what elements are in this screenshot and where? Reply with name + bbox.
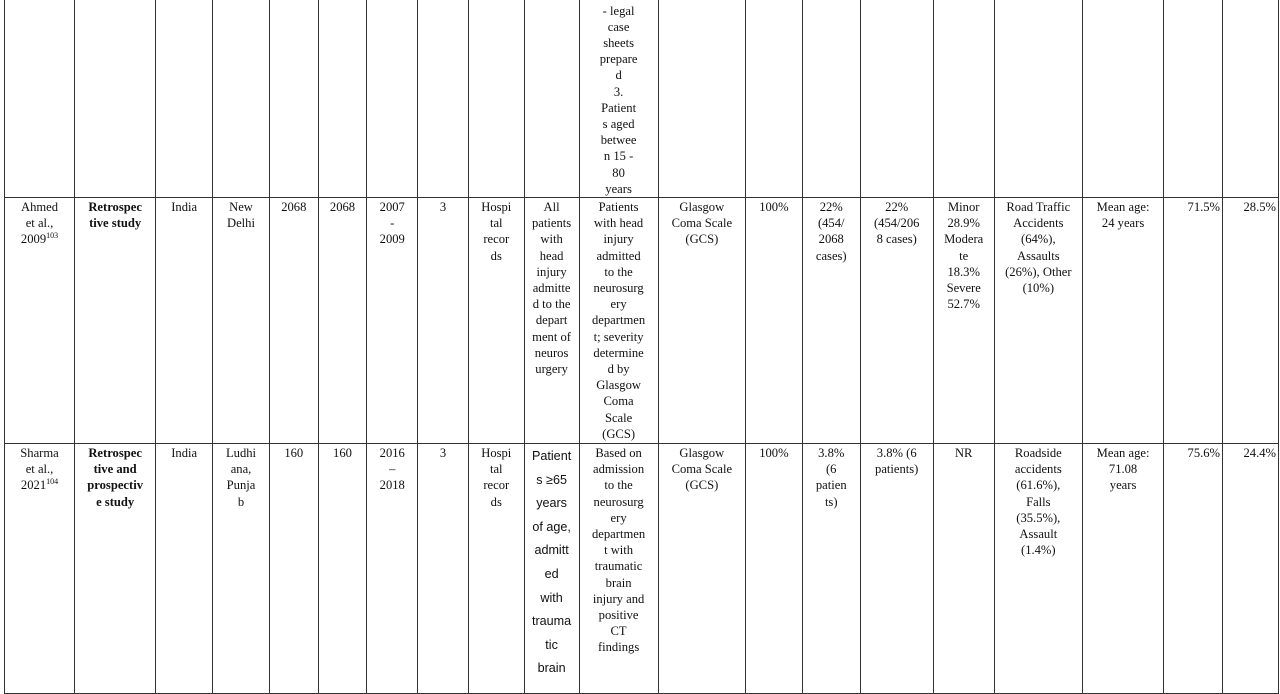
table-row-continued: [5, 0, 1279, 198]
table-row: [5, 444, 1279, 694]
score-text: 3: [439, 200, 447, 214]
country-text: India: [171, 446, 198, 461]
table-cell: [75, 0, 156, 198]
table-cell: [213, 0, 270, 198]
score-cell: [418, 444, 469, 694]
inclusion-cell: [524, 198, 579, 444]
prevalence-cell: [802, 198, 860, 444]
sample-text: 2068: [329, 200, 356, 214]
definition-text: Based on admission to the neurosurg ery departmen t with traumatic brain injury and positive CT findings: [592, 446, 646, 655]
inclusion-text: All patients with head injury admitte d to the depart ment of neuros urgery: [532, 200, 572, 377]
tool-text: Glasgow Coma Scale (GCS): [671, 200, 733, 247]
table-cell: [5, 0, 75, 198]
source-cell: [468, 444, 524, 694]
table-cell: [524, 0, 579, 198]
table-cell: [933, 0, 994, 198]
reference-number: 104: [46, 477, 59, 487]
table-cell: [994, 0, 1082, 198]
prevalence-text: 3.8% (6 patients): [875, 446, 919, 477]
cause-text: Roadside accidents (61.6%), Falls (35.5%), Assault (1.4%): [1014, 446, 1062, 558]
percent-cell: [745, 444, 802, 694]
cause-cell: [994, 198, 1082, 444]
design-text: Retrospec tive study: [88, 200, 142, 231]
male-text: 75.6%: [1187, 446, 1221, 461]
period-text: 2007 - 2009: [379, 200, 405, 247]
sample-text: 160: [333, 446, 352, 461]
country-cell: [156, 444, 213, 694]
design-cell: [75, 444, 156, 694]
severity-text: NR: [954, 446, 973, 461]
period-text: 2016 – 2018: [379, 446, 405, 493]
score-cell: [418, 198, 469, 444]
definition-text: Patients with head injury admitted to the neurosurg ery departmen t; severity determine d by Glasgow Coma Scale (GCS): [592, 200, 646, 441]
severity-cell: [933, 444, 994, 694]
prevalence-text: 3.8% (6 patien ts): [815, 446, 847, 509]
sample-cell: [269, 444, 318, 694]
inclusion-continued-text: - legal case sheets prepare d 3. Patient s aged betwee n 15 - 80 years: [599, 3, 638, 196]
percent-text: 100%: [759, 200, 789, 214]
city-cell: [213, 198, 270, 444]
tool-cell: [658, 444, 745, 694]
female-text: 28.5%: [1243, 200, 1276, 214]
city-text: New Delhi: [227, 200, 255, 231]
age-cell: [1082, 198, 1163, 444]
sample-cell: [269, 198, 318, 444]
definition-cell: [579, 198, 658, 444]
prevalence-text: 22% (454/206 8 cases): [873, 200, 920, 247]
prevalence-cell: [860, 444, 933, 694]
score-text: 3: [439, 446, 447, 461]
male-text: 71.5%: [1187, 200, 1221, 214]
design-cell: [75, 198, 156, 444]
table-cell: [468, 0, 524, 198]
city-text: Ludhi ana, Punja b: [225, 446, 257, 509]
table-cell: [1082, 0, 1163, 198]
inclusion-text: Patient s ≥65 years of age, admitt ed with trauma tic brain: [531, 449, 572, 676]
table-cell: [1164, 0, 1223, 198]
author-cell: [5, 444, 75, 694]
cause-cell: [994, 444, 1082, 694]
table-cell: [269, 0, 318, 198]
age-cell: [1082, 444, 1163, 694]
table-cell: [579, 0, 658, 198]
sample-cell: [318, 444, 367, 694]
tool-text: Glasgow Coma Scale (GCS): [671, 446, 733, 493]
age-text: Mean age: 71.08 years: [1096, 446, 1150, 493]
source-cell: [468, 198, 524, 444]
inclusion-cell: [524, 444, 579, 694]
table-cell: [156, 0, 213, 198]
source-text: Hospi tal recor ds: [481, 200, 512, 263]
male-cell: [1164, 198, 1223, 444]
table-cell: [418, 0, 469, 198]
severity-cell: [933, 198, 994, 444]
female-text: 24.4%: [1243, 446, 1276, 461]
author-text: Sharma et al., 2021: [20, 446, 59, 493]
percent-text: 100%: [759, 446, 789, 461]
tool-cell: [658, 198, 745, 444]
design-text: Retrospec tive and prospectiv e study: [87, 446, 143, 509]
table-cell: [367, 0, 418, 198]
country-text: India: [171, 200, 198, 214]
country-cell: [156, 198, 213, 444]
prevalence-text: 22% (454/ 2068 cases): [815, 200, 847, 263]
city-cell: [213, 444, 270, 694]
percent-cell: [745, 198, 802, 444]
table-cell: [802, 0, 860, 198]
study-table: [4, 0, 1279, 694]
sample-text: 2068: [281, 200, 307, 214]
table-cell: [745, 0, 802, 198]
sample-text: 160: [284, 446, 304, 461]
table-cell: [860, 0, 933, 198]
cause-text: Road Traffic Accidents (64%), Assaults (26%), Other (10%): [1005, 200, 1072, 296]
period-cell: [367, 444, 418, 694]
table-cell: [658, 0, 745, 198]
source-text: Hospi tal recor ds: [481, 446, 512, 509]
prevalence-cell: [802, 444, 860, 694]
male-cell: [1164, 444, 1223, 694]
prevalence-cell: [860, 198, 933, 444]
table-row: [5, 198, 1279, 444]
female-cell: [1223, 444, 1279, 694]
table-cell: [1223, 0, 1279, 198]
table-cell: [318, 0, 367, 198]
female-cell: [1223, 198, 1279, 444]
age-text: Mean age: 24 years: [1096, 200, 1150, 231]
reference-number: 103: [46, 231, 59, 241]
period-cell: [367, 198, 418, 444]
sample-cell: [318, 198, 367, 444]
author-text: Ahmed et al., 2009: [20, 200, 59, 247]
severity-text: Minor 28.9% Modera te 18.3% Severe 52.7%: [944, 200, 984, 312]
definition-cell: [579, 444, 658, 694]
author-cell: [5, 198, 75, 444]
